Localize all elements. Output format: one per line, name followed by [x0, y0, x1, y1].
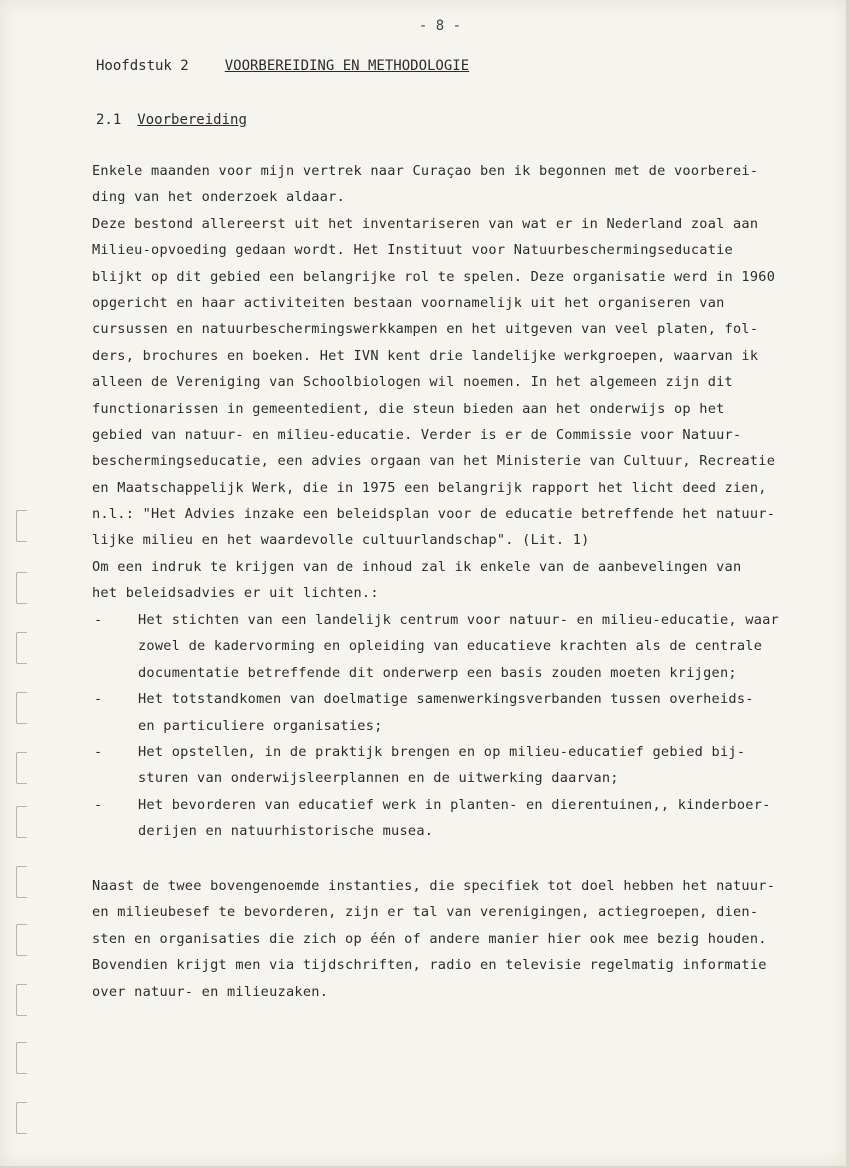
text-line: alleen de Vereniging van Schoolbiologen wil noemen. In het algemeen zijn dit [92, 374, 733, 391]
binder-hole [16, 1042, 27, 1074]
list-item-line: en particuliere organisaties; [138, 717, 383, 734]
text-line: Milieu-opvoeding gedaan wordt. Het Instituut voor Natuurbeschermingseducatie [92, 242, 733, 259]
binder-hole [16, 752, 27, 784]
page-number: - 8 - [418, 18, 462, 34]
list-item-line: Het totstandkomen van doelmatige samenwerkingsverbanden tussen overheids- [138, 691, 754, 708]
text-line: ding van het onderzoek aldaar. [92, 189, 346, 206]
list-item-line: sturen van onderwijsleerplannen en de uitwerking daarvan; [138, 770, 619, 787]
list-item [92, 607, 822, 686]
bullet-dash: - [94, 796, 103, 813]
chapter-title: VOORBEREIDING EN METHODOLOGIE [224, 58, 470, 74]
section-number: 2.1 [96, 112, 122, 128]
text-line: Enkele maanden voor mijn vertrek naar Curaçao ben ik begonnen met de voorberei- [92, 163, 759, 179]
text-line: gebied van natuur- en milieu-educatie. Verder is er de Commissie voor Natuur- [92, 426, 742, 443]
binder-hole [16, 510, 27, 542]
chapter-heading [96, 58, 469, 74]
bullet-dash: - [94, 743, 103, 760]
text-line: ders, brochures en boeken. Het IVN kent drie landelijke werkgroepen, waarvan ik [92, 347, 759, 364]
binder-hole [16, 692, 27, 724]
binder-hole [16, 1102, 27, 1134]
text-line: over natuur- en milieuzaken. [92, 983, 329, 1000]
binder-hole [16, 924, 27, 956]
text-line: cursussen en natuurbeschermingswerkkampen en het uitgeven van veel platen, fol- [92, 321, 759, 338]
text-line: en milieubesef te bevorderen, zijn er tal van verenigingen, actiegroepen, dien- [92, 904, 759, 921]
chapter-label: Hoofdstuk 2 [96, 58, 189, 74]
text-line: Om een indruk te krijgen van de inhoud zal ik enkele van de aanbevelingen van [92, 558, 742, 575]
text-line: beschermingseducatie, een advies orgaan van het Ministerie van Cultuur, Recreatie [92, 453, 776, 470]
text-line: lijke milieu en het waardevolle cultuurlandschap". (Lit. 1) [92, 532, 590, 549]
text-line: functionarissen in gemeentedient, die steun bieden aan het onderwijs op het [92, 400, 725, 417]
list-item [92, 686, 822, 739]
binder-hole [16, 984, 27, 1016]
list-item-line: documentatie betreffende dit onderwerp een basis zouden moeten krijgen; [138, 664, 737, 681]
text-line: opgericht en haar activiteiten bestaan voornamelijk uit het organiseren van [92, 294, 725, 311]
bullet-dash: - [94, 612, 103, 628]
text-line: Deze bestond allereerst uit het inventariseren van wat er in Nederland zoal aan [92, 215, 759, 232]
text-line: het beleidsadvies er uit lichten.: [92, 585, 379, 602]
list-item [92, 739, 822, 792]
paragraph-closing [92, 873, 822, 1005]
text-line: Bovendien krijgt men via tijdschriften, radio en televisie regelmatig informatie [92, 957, 767, 974]
binder-hole [16, 866, 27, 898]
list-item-line: zowel de kadervorming en opleiding van educatieve krachten als de centrale [138, 638, 763, 655]
binder-hole [16, 572, 27, 604]
binder-hole [16, 806, 27, 838]
binder-holes [16, 500, 30, 1160]
paragraph-intro [92, 158, 822, 607]
text-line: en Maatschappelijk Werk, die in 1975 een belangrijk rapport het licht deed zien, [92, 479, 767, 496]
list-item-line: derijen en natuurhistorische musea. [138, 823, 434, 840]
list-item-line: Het stichten van een landelijk centrum voor natuur- en milieu-educatie, waar [138, 612, 779, 628]
text-line: sten en organisaties die zich op één of andere manier hier ook mee bezig houden. [92, 930, 767, 947]
section-heading [96, 112, 247, 128]
text-line: Naast de twee bovengenoemde instanties, die specifiek tot doel hebben het natuur- [92, 878, 776, 894]
list-item [92, 792, 822, 845]
section-title: Voorbereiding [137, 112, 247, 128]
list-item-line: Het opstellen, in de praktijk brengen en op milieu-educatief gebied bij- [138, 743, 746, 760]
text-line: blijkt op dit gebied een belangrijke rol te spelen. Deze organisatie werd in 1960 [92, 268, 776, 285]
bullet-dash: - [94, 691, 103, 708]
text-line: n.l.: "Het Advies inzake een beleidsplan voor de educatie betreffende het natuur- [92, 506, 776, 523]
recommendations-list [92, 607, 822, 845]
list-item-line: Het bevorderen van educatief werk in planten- en dierentuinen,, kinderboer- [138, 796, 771, 813]
binder-hole [16, 632, 27, 664]
